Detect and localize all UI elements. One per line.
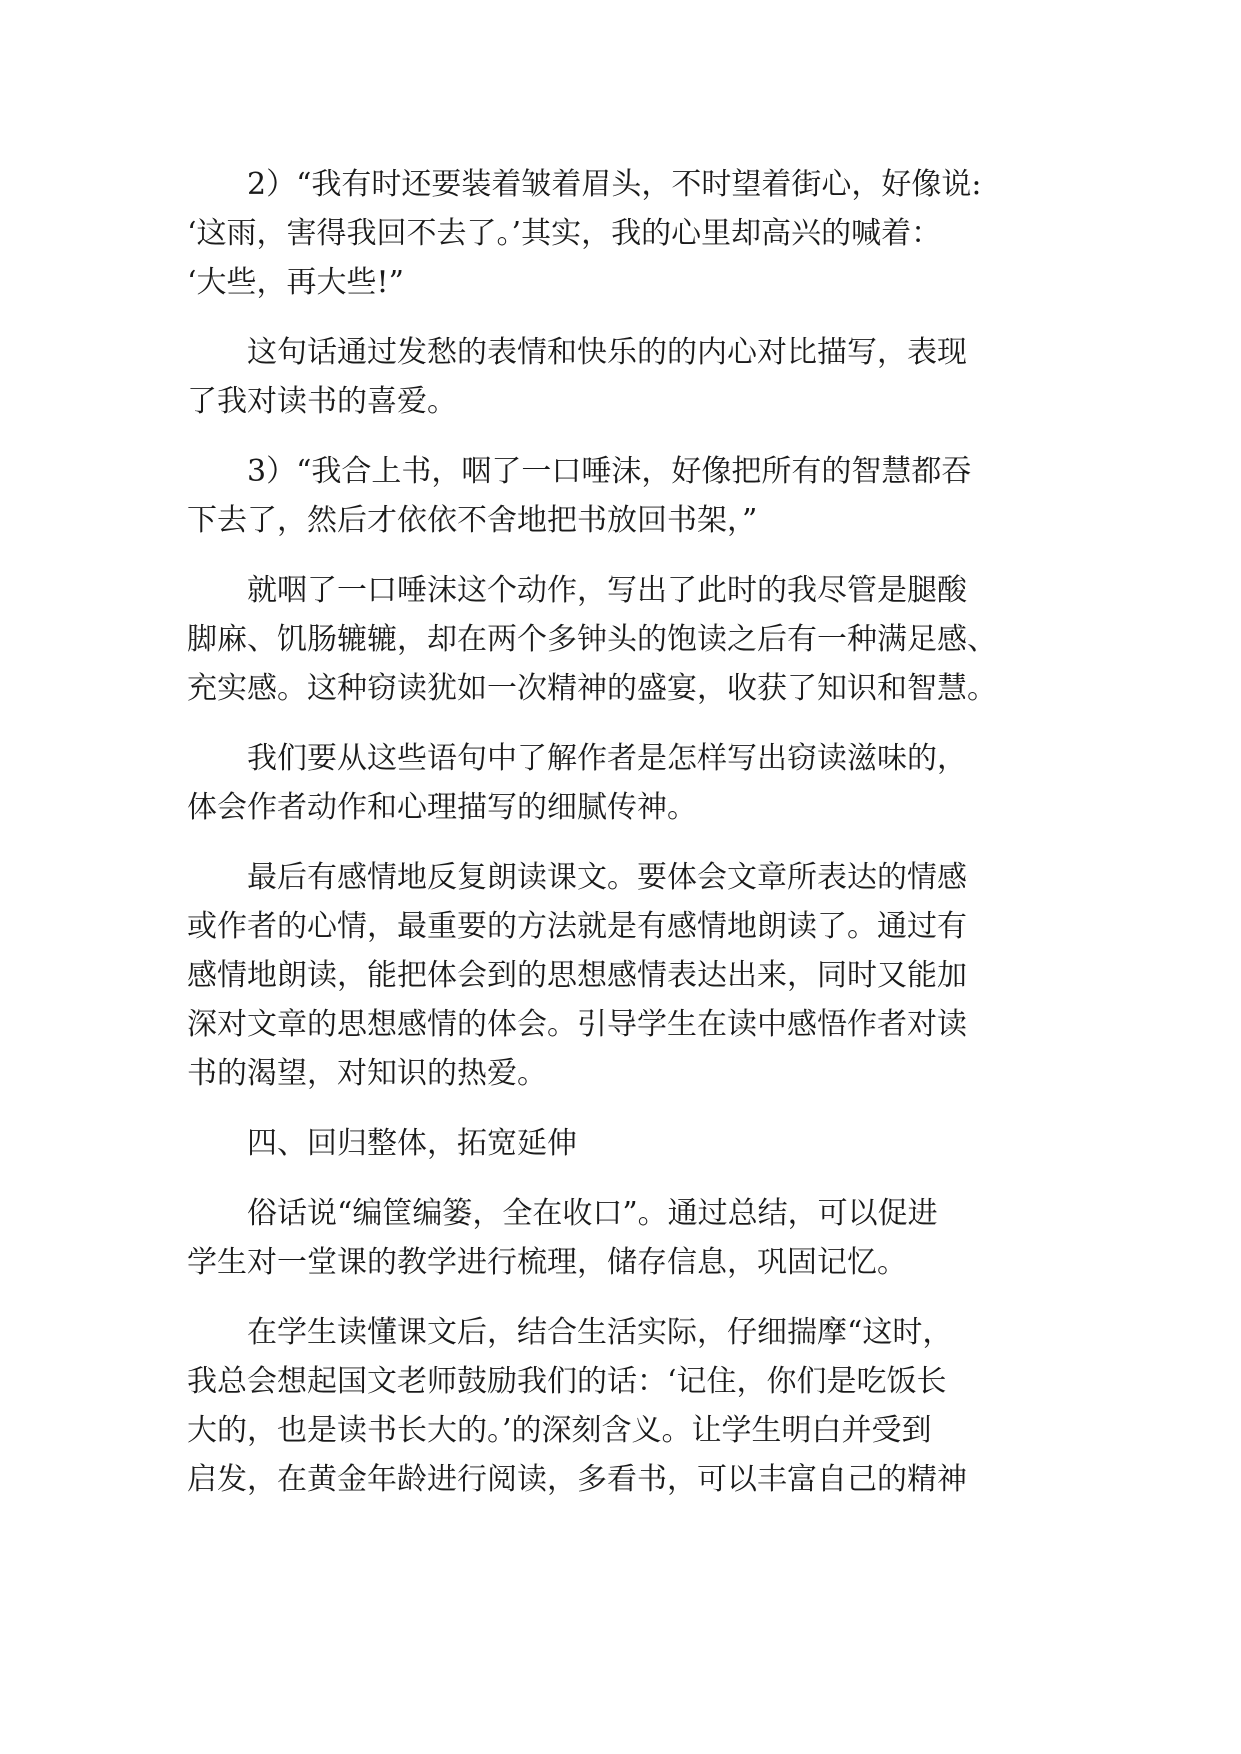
paragraph-proverb	[187, 1189, 1067, 1287]
text-line: 在学生读懂课文后，结合生活实际，仔细揣摩“这时，	[247, 1315, 953, 1350]
text-line: 学生对一堂课的教学进行梳理，储存信息，巩固记忆。	[187, 1245, 907, 1280]
section-heading	[187, 1119, 1067, 1168]
text-line: 就咽了一口唾沫这个动作，写出了此时的我尽管是腿酸	[247, 573, 967, 608]
text-line: 了我对读书的喜爱。	[187, 384, 457, 419]
text-line: 2）“我有时还要装着皱着眉头，不时望着街心，好像说:	[247, 167, 982, 202]
text-line: 充实感。这种窃读犹如一次精神的盛宴，收获了知识和智慧。	[187, 671, 997, 706]
text-line: 脚麻、饥肠辘辘，却在两个多钟头的饱读之后有一种满足感、	[187, 622, 997, 657]
section-heading-text: 四、回归整体，拓宽延伸	[247, 1126, 577, 1161]
text-line: 下去了，然后才依依不舍地把书放回书架，”	[187, 503, 758, 538]
text-line: 感情地朗读，能把体会到的思想感情表达出来，同时又能加	[187, 958, 967, 993]
text-line: 这句话通过发愁的表情和快乐的的内心对比描写，表现	[247, 335, 967, 370]
text-line: 体会作者动作和心理描写的细腻传神。	[187, 790, 697, 825]
text-line: 启发，在黄金年龄进行阅读，多看书，可以丰富自己的精神	[187, 1462, 967, 1497]
text-line: 深对文章的思想感情的体会。引导学生在读中感悟作者对读	[187, 1007, 967, 1042]
paragraph-analysis-2	[187, 328, 1067, 426]
text-line: 俗话说“编筐编篓，全在收口”。通过总结，可以促进	[247, 1196, 938, 1231]
text-line: 3）“我合上书，咽了一口唾沫，好像把所有的智慧都吞	[247, 454, 972, 489]
paragraph-analysis-3	[187, 566, 1067, 713]
text-line: 最后有感情地反复朗读课文。要体会文章所表达的情感	[247, 860, 967, 895]
text-line: 或作者的心情，最重要的方法就是有感情地朗读了。通过有	[187, 909, 967, 944]
paragraph-quote-3	[187, 447, 1067, 545]
text-line: 大的，也是读书长大的。’的深刻含义。让学生明白并受到	[187, 1413, 932, 1448]
paragraph-quote-2	[187, 160, 1067, 307]
paragraph-reading-aloud	[187, 853, 1067, 1098]
text-line: 书的渴望，对知识的热爱。	[187, 1056, 547, 1091]
text-line: ‘大些，再大些!”	[187, 265, 404, 300]
text-line: 我们要从这些语句中了解作者是怎样写出窃读滋味的，	[247, 741, 967, 776]
paragraph-extension	[187, 1308, 1067, 1504]
paragraph-summary	[187, 734, 1067, 832]
text-line: 我总会想起国文老师鼓励我们的话：‘记住，你们是吃饭长	[187, 1364, 947, 1399]
text-line: ‘这雨，害得我回不去了。’其实，我的心里却高兴的喊着：	[187, 216, 942, 251]
document-body	[187, 160, 1067, 1525]
